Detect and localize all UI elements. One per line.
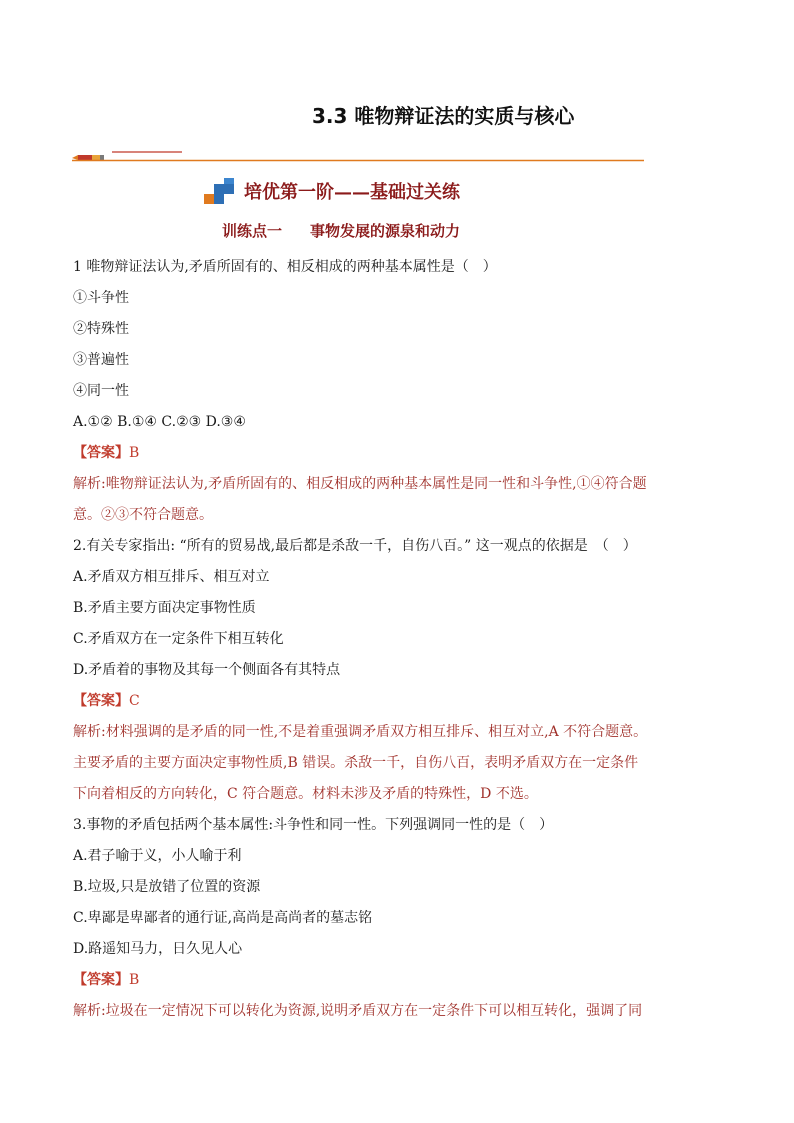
question-list: [73, 252, 733, 1027]
option: ①斗争性: [73, 290, 129, 306]
section-heading: [204, 176, 460, 206]
answer-tag: 【答案】: [73, 693, 129, 709]
training-point-title: 事物发展的源泉和动力: [310, 222, 461, 240]
analysis-line: 解析:唯物辩证法认为,矛盾所固有的、相反相成的两种基本属性是同一性和斗争性,①④符合题: [73, 476, 647, 492]
training-point-label: 训练点一: [222, 222, 283, 240]
answer-value: B: [129, 445, 140, 461]
pencil-icon: [72, 155, 104, 160]
option: C.卑鄙是卑鄙者的通行证,高尚是高尚者的墓志铭: [73, 910, 373, 926]
answer-value: B: [129, 972, 140, 988]
option: D.矛盾着的事物及其每一个侧面各有其特点: [73, 662, 341, 678]
answer-tag: 【答案】: [73, 445, 129, 461]
option: A.①② B.①④ C.②③ D.③④: [73, 414, 246, 430]
section-title: 培优第一阶——基础过关练: [244, 182, 460, 203]
answer-line: [73, 965, 733, 996]
option: ④同一性: [73, 383, 129, 399]
answer-line: [73, 686, 733, 717]
question-2: [73, 531, 733, 810]
option: A.矛盾双方相互排斥、相互对立: [73, 569, 270, 585]
option: ②特殊性: [73, 321, 129, 337]
question-3: [73, 810, 733, 1027]
analysis-line: 意。②③不符合题意。: [73, 507, 213, 523]
header-rule: [72, 150, 644, 162]
analysis-line: 主要矛盾的主要方面决定事物性质,B 错误。杀敌一千，自伤八百，表明矛盾双方在一定条件: [73, 755, 639, 771]
option: A.君子喻于义，小人喻于利: [73, 848, 242, 864]
option: C.矛盾双方在一定条件下相互转化: [73, 631, 284, 647]
question-stem: 2.有关专家指出: “所有的贸易战,最后都是杀敌一千，自伤八百。” 这一观点的依据是 （ ）: [73, 538, 637, 554]
option: ③普遍性: [73, 352, 129, 368]
steps-icon: [204, 178, 238, 204]
question-stem: 3.事物的矛盾包括两个基本属性:斗争性和同一性。下列强调同一性的是（ ）: [73, 817, 554, 833]
answer-tag: 【答案】: [73, 972, 129, 988]
answer-line: [73, 438, 733, 469]
question-stem: 1 唯物辩证法认为,矛盾所固有的、相反相成的两种基本属性是（ ）: [73, 259, 497, 275]
option: B.矛盾主要方面决定事物性质: [73, 600, 256, 616]
analysis-line: 解析:材料强调的是矛盾的同一性,不是着重强调矛盾双方相互排斥、相互对立,A 不符合题意。: [73, 724, 648, 740]
question-1: [73, 252, 733, 531]
option: D.路遥知马力，日久见人心: [73, 941, 243, 957]
page-title: 3.3 唯物辩证法的实质与核心: [312, 104, 575, 128]
analysis-line: 解析:垃圾在一定情况下可以转化为资源,说明矛盾双方在一定条件下可以相互转化，强调了同: [73, 1003, 643, 1019]
training-point-heading: [222, 220, 460, 241]
analysis-line: 下向着相反的方向转化，C 符合题意。材料未涉及矛盾的特殊性，D 不选。: [73, 786, 538, 802]
answer-value: C: [129, 693, 140, 709]
option: B.垃圾,只是放错了位置的资源: [73, 879, 261, 895]
